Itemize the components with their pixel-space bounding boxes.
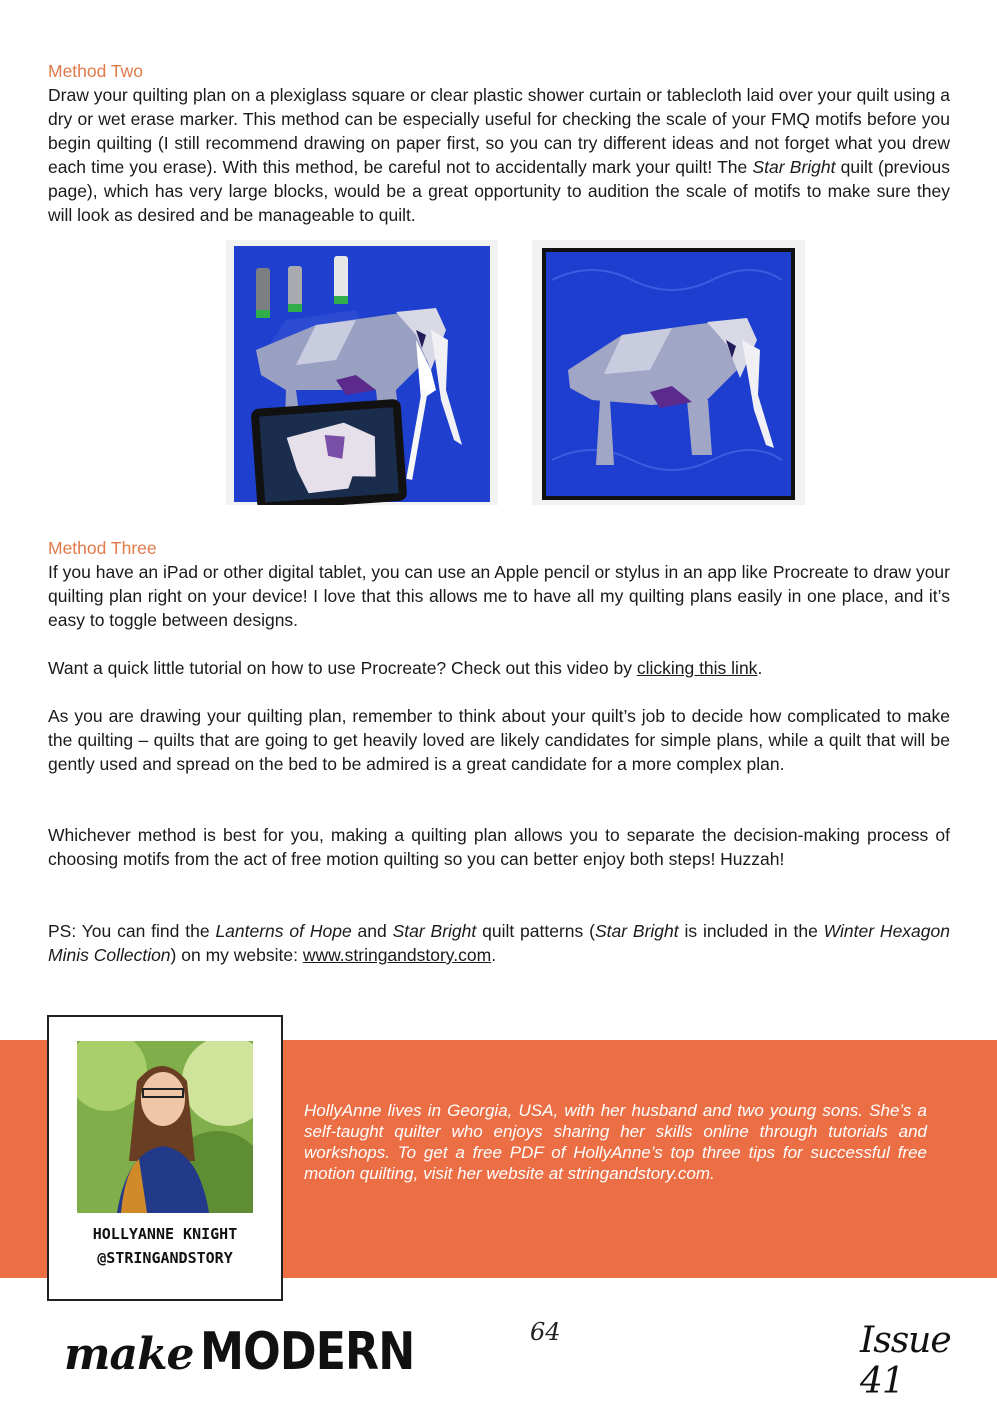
method-three-paragraph-1: If you have an iPad or other digital tablet, you can use an Apple pencil or stylus in an app like Procreate to draw your quilting plan right on your device! I love that this allows me to have all my quilting plans easily in one place, and it’s easy to toggle between designs.: [48, 562, 950, 630]
page-number: 64: [530, 1318, 561, 1346]
issue-label: Issue 41: [860, 1320, 951, 1402]
logo-make-text: make: [64, 1329, 194, 1380]
author-photo: [77, 1041, 253, 1213]
method-two-paragraph: Draw your quilting plan on a plexiglass square or clear plastic shower curtain or tablecloth laid over your quilt using a dry or wet erase marker. This method can be especially useful for checking the scale of your FMQ motifs before you begin quilting (I still recommend drawing on paper first, so you can try different ideas and not forget what you drew each time you erase). With this method, be careful not to accidentally mark your quilt! The Star Bright quilt (previous page), which has very large blocks, would be a great opportunity to audition the scale of motifs to make sure they will look as desired and be manageable to quilt.: [48, 85, 950, 225]
method-two-heading: Method Two: [48, 61, 144, 81]
author-name: HOLLYANNE KNIGHT: [92, 1225, 238, 1243]
quilt-tablet-photo: [226, 240, 498, 505]
website-link[interactable]: www.stringandstory.com: [302, 945, 492, 965]
author-handle: @STRINGANDSTORY: [97, 1249, 233, 1267]
method-three-paragraph-4: Whichever method is best for you, making a quilting plan allows you to separate the decision-making process of choosing motifs from the act of free motion quilting so you can better enjoy both steps! Huzzah!: [48, 825, 950, 869]
method-three-heading: Method Three: [48, 538, 157, 558]
make-modern-logo: [64, 1318, 452, 1382]
method-three-paragraph-2: Want a quick little tutorial on how to use Procreate? Check out this video by clicking this link.: [48, 658, 763, 678]
author-polaroid: [47, 1015, 283, 1301]
author-bio: HollyAnne lives in Georgia, USA, with her husband and two young sons. She’s a self-taught quilter who enjoys sharing her skills online through tutorials and workshops. To get a free PDF of HollyAnne’s top three tips for successful free motion quilting, visit her website at stringandstory.com.: [304, 1101, 927, 1183]
ps-paragraph: PS: You can find the Lanterns of Hope and Star Bright quilt patterns (Star Bright is included in the Winter Hexagon Minis Collection) on my website: www.stringandstory.com.: [48, 921, 950, 965]
procreate-tutorial-link[interactable]: clicking this link: [636, 658, 758, 678]
finished-quilt-photo: [532, 240, 805, 505]
method-three-paragraph-3: As you are drawing your quilting plan, remember to think about your quilt’s job to decide how complicated to make the quilting – quilts that are going to get heavily loved are likely candidates for simple plans, while a quilt that will be gently used and spread on the bed to be admired is a great candidate for a more complex plan.: [48, 706, 950, 774]
logo-modern-text: MODERN: [199, 1322, 414, 1382]
